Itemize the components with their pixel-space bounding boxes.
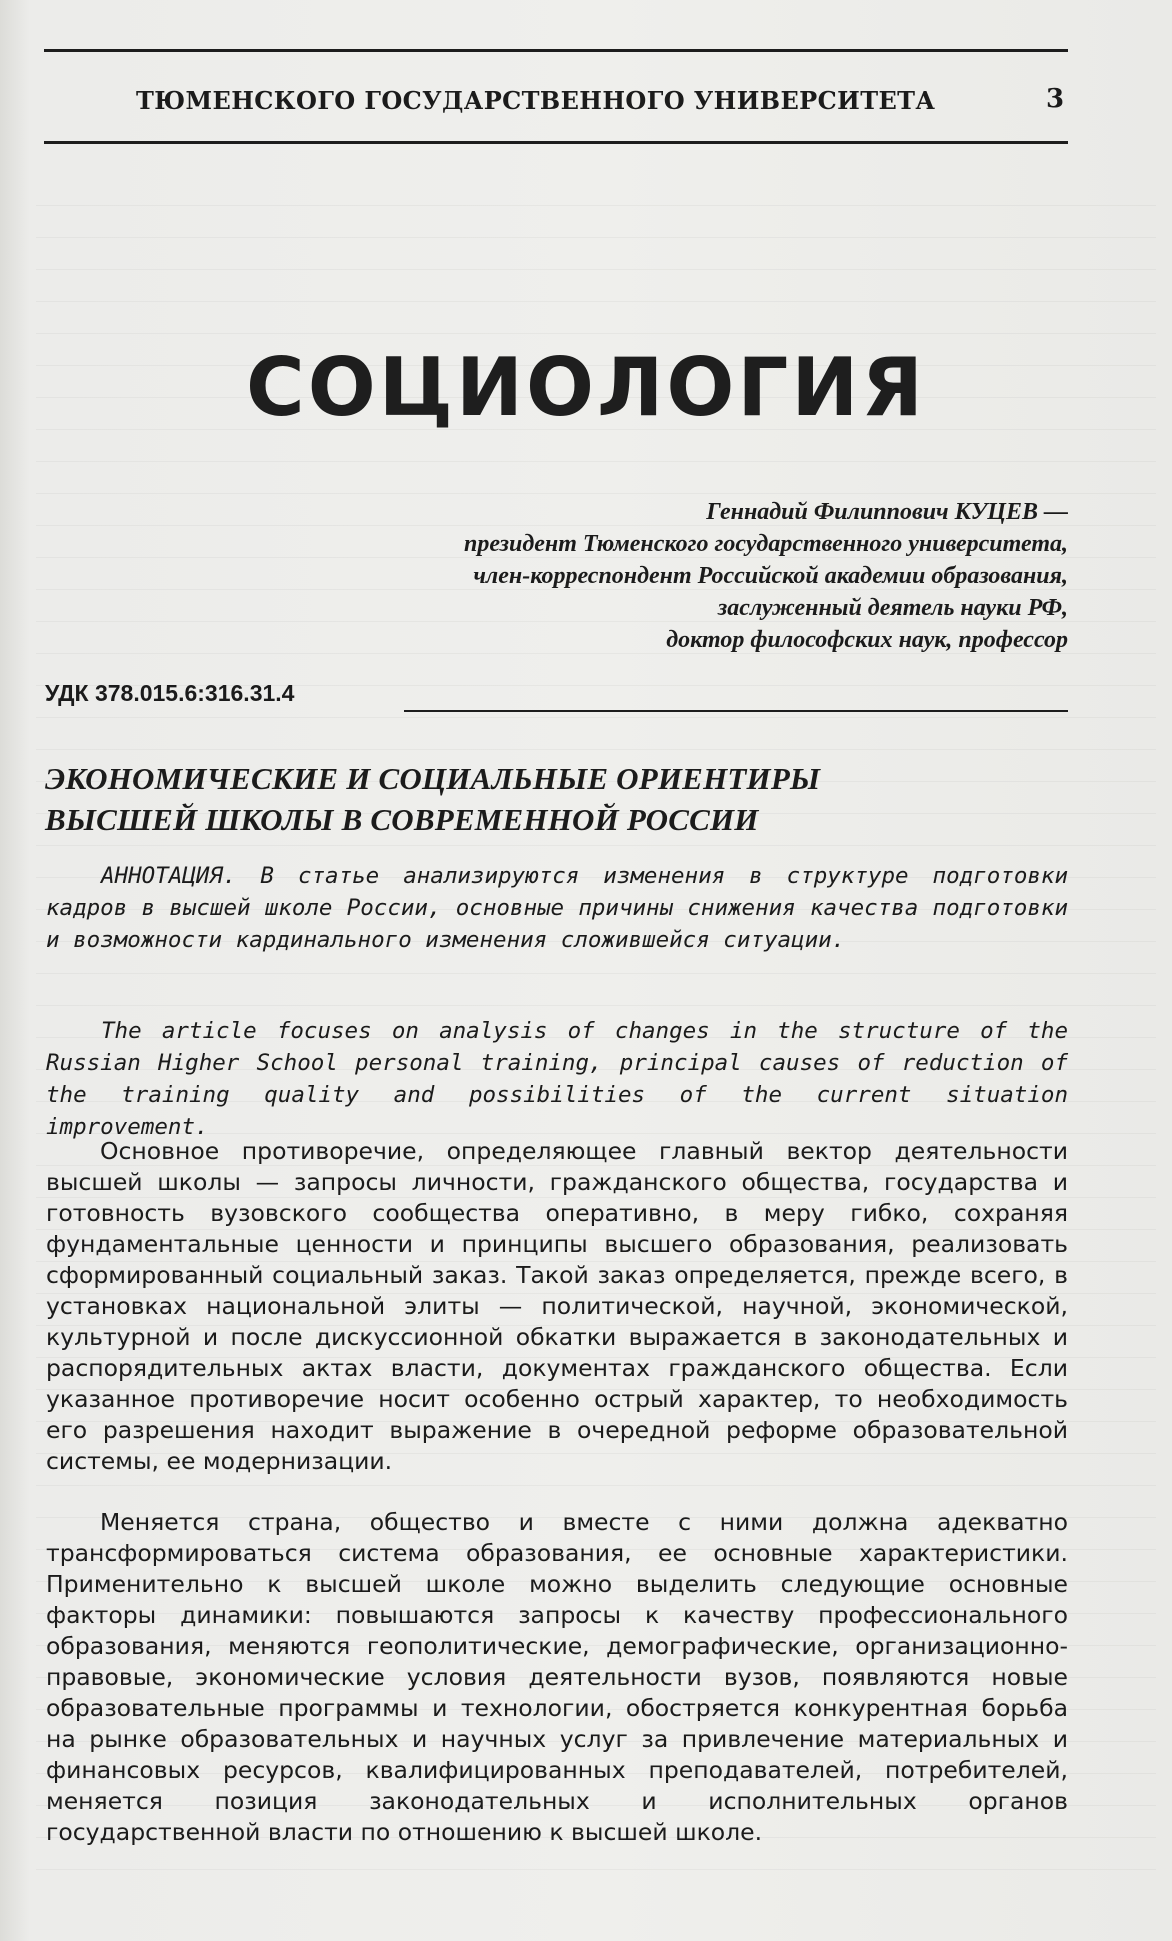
header-bottom-rule <box>44 141 1068 144</box>
author-title-line: заслуженный деятель науки РФ, <box>717 595 1068 621</box>
author-title-line: доктор философских наук, профессор <box>666 627 1068 653</box>
udk-rule <box>404 710 1068 712</box>
udk-code: УДК 378.015.6:316.31.4 <box>45 680 295 706</box>
body-paragraph: Основное противоречие, определяющее главный вектор деятельности высшей школы — запросы личности, гражданского общества, государства и готовность вузовского сообщества оперативно, в меру гибко, сохраняя фундаментальные ценности и принципы высшего образования, реализовать сформированный социальный заказ. Такой заказ определяется, прежде всего, в установках национальной элиты — политической, научной, экономической, культурной и после дискуссионной обкатки выражается в законодательных и распорядительных актах власти, документах гражданского общества. Если указанное противоречие носит особенно острый характер, то необходимость его разрешения находит выражение в очередной реформе образовательной системы, ее модернизации. <box>46 1137 1068 1475</box>
author-block <box>168 496 1068 656</box>
abstract-english: The article focuses on analysis of changes in the structure of the Russian Higher School personal training, principal causes of reduction of the training quality and possibilities of the current situation improvement. <box>46 1018 1068 1140</box>
section-title: СОЦИОЛОГИЯ <box>246 341 926 434</box>
author-name: Геннадий Филиппович КУЦЕВ — <box>706 499 1068 525</box>
article-title <box>45 758 1075 840</box>
article-title-line: ВЫСШЕЙ ШКОЛЫ В СОВРЕМЕННОЙ РОССИИ <box>45 802 759 837</box>
article-title-line: ЭКОНОМИЧЕСКИЕ И СОЦИАЛЬНЫЕ ОРИЕНТИРЫ <box>45 761 821 796</box>
abstract-russian: АННОТАЦИЯ. В статье анализируются изменения в структуре подготовки кадров в высшей школе России, основные причины снижения качества подготовки и возможности кардинального изменения сложившейся ситуации. <box>46 863 1068 953</box>
page-number: 3 <box>1046 84 1065 114</box>
author-title-line: президент Тюменского государственного университета, <box>463 531 1068 557</box>
header-top-rule <box>44 49 1068 52</box>
body-paragraph: Меняется страна, общество и вместе с ними должна адекватно трансформироваться система образования, ее основные характеристики. Применительно к высшей школе можно выделить следующие основные факторы динамики: повышаются запросы к качеству профессионального образования, меняются геополитические, демографические, организационно-правовые, экономические условия деятельности вузов, появляются новые образовательные программы и технологии, обостряется конкурентная борьба на рынке образовательных и научных услуг за привлечение материальных и финансовых ресурсов, квалифицированных преподавателей, потребителей, меняется позиция законодательных и исполнительных органов государственной власти по отношению к высшей школе. <box>46 1508 1068 1846</box>
running-title: ТЮМЕНСКОГО ГОСУДАРСТВЕННОГО УНИВЕРСИТЕТА <box>136 86 936 115</box>
author-title-line: член-корреспондент Российской академии образования, <box>473 563 1068 589</box>
